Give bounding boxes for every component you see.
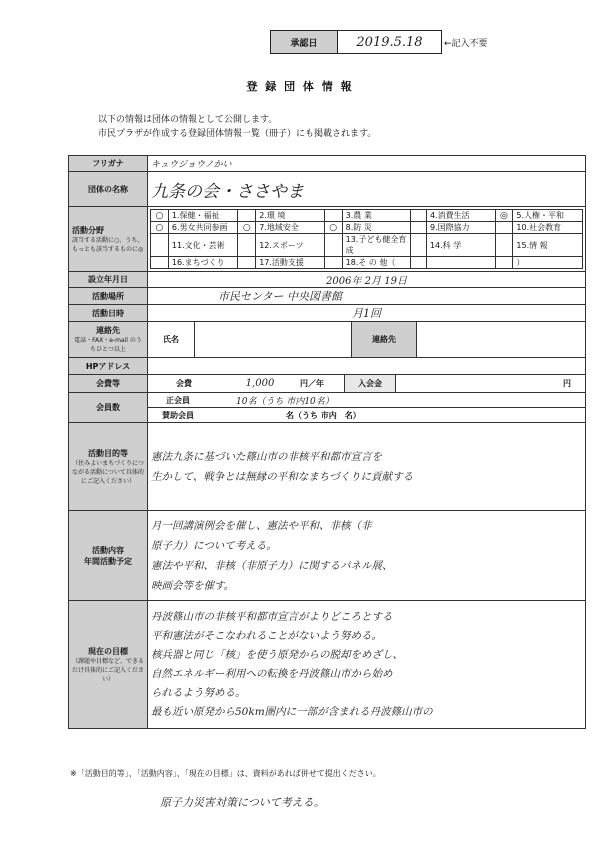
activity-field: 1.保健・福祉 bbox=[168, 210, 237, 222]
approval-note: ←記入不要 bbox=[444, 39, 488, 49]
activity-mark[interactable] bbox=[411, 234, 427, 257]
goal-line-4[interactable]: 自然エネルギー利用への転換を丹波篠山市から始め bbox=[151, 667, 393, 680]
support-value[interactable]: 名（うち 市内 名） bbox=[286, 410, 361, 420]
activity-mark[interactable] bbox=[324, 210, 342, 222]
fee-unit: 円／年 bbox=[300, 379, 324, 388]
purpose-note: （住みよいまちづくりにつながる活動について具体的にご記入ください） bbox=[72, 459, 144, 485]
intro-line-2: 市民プラザが作成する登録団体情報一覧（冊子）にも掲載されます。 bbox=[98, 129, 377, 139]
extra-note: 原子力災害対策について考える。 bbox=[160, 796, 325, 809]
time-label: 活動日時 bbox=[69, 305, 148, 322]
regular-label: 正会員 bbox=[166, 395, 190, 405]
activity-grid bbox=[150, 209, 583, 269]
goal-line-6[interactable]: 最も近い原発から50km圏内に一部が含まれる丹波篠山市の bbox=[151, 705, 433, 718]
activity-field: 15.情 報 bbox=[513, 234, 583, 257]
activity-field: 9.国際協力 bbox=[426, 222, 495, 234]
goal-line-5[interactable]: られるよう努める。 bbox=[151, 686, 246, 699]
fee-key: 会費 bbox=[176, 379, 192, 388]
activity-field: 7.地域安全 bbox=[256, 222, 325, 234]
activity-label: 活動分野 bbox=[72, 225, 104, 235]
activity-mark[interactable] bbox=[324, 257, 342, 269]
activity-mark[interactable] bbox=[238, 234, 256, 257]
contact-note: 電話・FAX・e-mail のうちひとつ以上 bbox=[74, 337, 142, 353]
page-title: 登 録 団 体 情 報 bbox=[246, 80, 354, 93]
activity-mark[interactable] bbox=[411, 210, 427, 222]
content-line-3[interactable]: 憲法や平和、非核（非原子力）に関するパネル展、 bbox=[151, 559, 393, 572]
place-label: 活動場所 bbox=[69, 288, 148, 305]
regular-value[interactable]: 10名（うち 市内10名） bbox=[236, 396, 334, 407]
goal-note: （課題や目標など、できるだけ具体的にご記入ください） bbox=[72, 657, 145, 683]
fee-value[interactable]: 1,000 bbox=[245, 378, 275, 389]
content-line-4[interactable]: 映画会等を催す。 bbox=[151, 579, 235, 592]
est-value[interactable]: 2006年 2月 19日 bbox=[148, 272, 586, 288]
activity-field: 8.防 災 bbox=[342, 222, 411, 234]
activity-mark[interactable] bbox=[151, 257, 169, 269]
contact2-label: 連絡先 bbox=[352, 322, 417, 358]
activity-mark[interactable] bbox=[411, 257, 427, 269]
activity-mark[interactable]: ○ bbox=[238, 222, 256, 234]
activity-mark[interactable] bbox=[324, 234, 342, 257]
activity-mark[interactable] bbox=[238, 257, 256, 269]
goal-label: 現在の目標 bbox=[88, 646, 128, 656]
goal-line-3[interactable]: 核兵器と同じ「核」を使う原発からの脱却をめざし、 bbox=[151, 648, 403, 661]
name-value[interactable]: 九条の会・ささやま bbox=[148, 172, 586, 207]
person-value[interactable] bbox=[195, 322, 352, 358]
fee-label: 会費等 bbox=[69, 375, 148, 393]
name-label: 団体の名称 bbox=[69, 172, 148, 207]
approval-label: 承認日 bbox=[271, 31, 338, 53]
activity-field bbox=[426, 257, 495, 269]
activity-field: 14.科 学 bbox=[426, 234, 495, 257]
support-label: 賛助会員 bbox=[162, 410, 194, 420]
purpose-label: 活動目的等 bbox=[88, 448, 128, 458]
purpose-line-1[interactable]: 憲法九条に基づいた篠山市の非核平和都市宣言を bbox=[151, 450, 382, 463]
footnote: ※「活動目的等」、「活動内容」、「現在の目標」は、資料があれば併せて提出ください。 bbox=[70, 769, 381, 778]
approval-date: 2019.5.18 bbox=[356, 34, 423, 50]
activity-field: 16.まちづくり bbox=[168, 257, 237, 269]
activity-mark[interactable]: ○ bbox=[151, 210, 169, 222]
activity-field: 6.男女共同参画 bbox=[168, 222, 237, 234]
activity-mark[interactable] bbox=[151, 234, 169, 257]
activity-field: 10.社会教育 bbox=[513, 222, 583, 234]
activity-field: 2.環 境 bbox=[256, 210, 325, 222]
hp-value[interactable] bbox=[148, 358, 586, 375]
goal-line-1[interactable]: 丹波篠山市の非核平和都市宣言がよりどころとする bbox=[151, 610, 393, 623]
approval-box bbox=[270, 30, 442, 54]
activity-mark[interactable]: ◎ bbox=[495, 210, 513, 222]
activity-mark[interactable] bbox=[411, 222, 427, 234]
purpose-line-2[interactable]: 生かして、戦争とは無縁の平和なまちづくりに貢献する bbox=[151, 470, 414, 483]
activity-field: 5.人権・平和 bbox=[513, 210, 583, 222]
entry-unit: 円 bbox=[563, 379, 571, 388]
activity-field: 3.農 業 bbox=[342, 210, 411, 222]
hp-label: HPアドレス bbox=[69, 358, 148, 375]
furigana-value[interactable]: キュウジョウノかい bbox=[148, 156, 586, 172]
activity-mark[interactable]: ○ bbox=[324, 222, 342, 234]
content-label: 活動内容 bbox=[92, 545, 124, 555]
time-value[interactable]: 月1回 bbox=[148, 305, 586, 322]
activity-mark[interactable] bbox=[495, 257, 513, 269]
activity-mark[interactable] bbox=[238, 210, 256, 222]
members-label: 会員数 bbox=[69, 393, 148, 423]
activity-field: 17.活動支援 bbox=[256, 257, 325, 269]
activity-mark[interactable] bbox=[495, 234, 513, 257]
activity-field: 12.スポーツ bbox=[256, 234, 325, 257]
activity-field: 13.子ども健全育成 bbox=[342, 234, 411, 257]
content-line-2[interactable]: 原子力）について考える。 bbox=[151, 539, 277, 552]
est-label: 設立年月日 bbox=[69, 272, 148, 288]
content-line-1[interactable]: 月一回講演例会を催し、憲法や平和、非核（非 bbox=[151, 519, 372, 532]
person-label: 氏名 bbox=[148, 322, 195, 358]
activity-field: 4.消費生活 bbox=[426, 210, 495, 222]
activity-note: 該当する活動に○、うち、もっとも該当するものに◎ bbox=[72, 236, 144, 253]
goal-line-2[interactable]: 平和憲法がそこなわれることがないよう努める。 bbox=[151, 629, 382, 642]
contact2-value[interactable] bbox=[417, 322, 586, 358]
entry-label: 入会金 bbox=[344, 375, 396, 392]
furigana-label: フリガナ bbox=[69, 156, 148, 172]
content-label-2: 年間活動予定 bbox=[84, 556, 132, 566]
activity-field: 18.そ の 他（ bbox=[342, 257, 411, 269]
registration-form bbox=[68, 155, 586, 729]
activity-field: 11.文化・芸術 bbox=[168, 234, 237, 257]
intro-line-1: 以下の情報は団体の情報として公開します。 bbox=[98, 115, 278, 125]
activity-field: ） bbox=[513, 257, 583, 269]
place-value[interactable]: 市民センター 中央図書館 bbox=[148, 288, 586, 305]
activity-mark[interactable]: ○ bbox=[151, 222, 169, 234]
contact-label: 連絡先 bbox=[96, 326, 120, 335]
activity-mark[interactable] bbox=[495, 222, 513, 234]
